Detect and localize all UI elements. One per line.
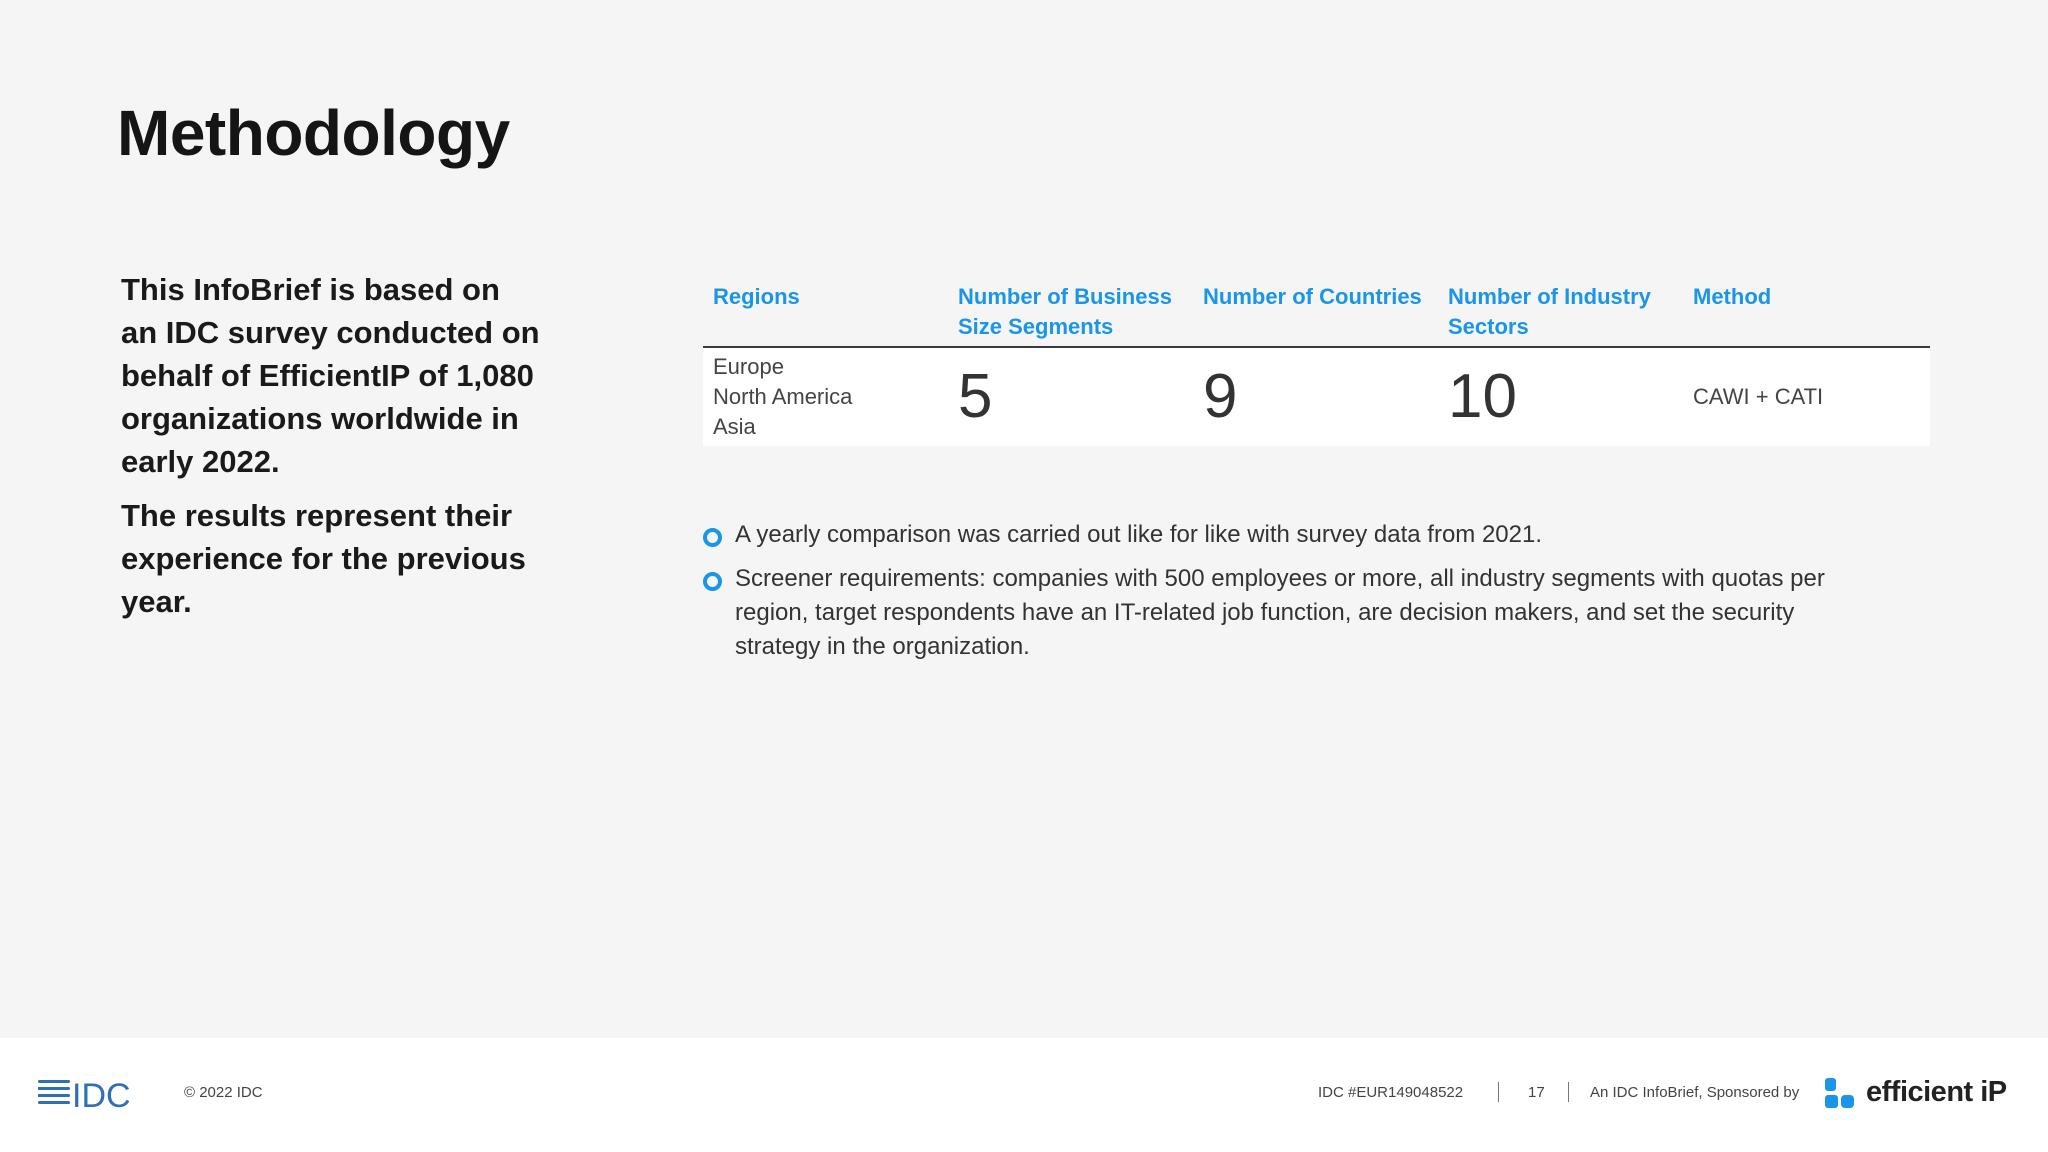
idc-logo bbox=[38, 1076, 146, 1110]
business-size-segments-value: 5 bbox=[958, 362, 993, 431]
industry-sectors-value: 10 bbox=[1448, 362, 1517, 431]
list-item bbox=[703, 562, 1883, 664]
divider bbox=[1498, 1082, 1499, 1102]
header-method: Method bbox=[1693, 284, 1772, 309]
page-number: 17 bbox=[1528, 1084, 1545, 1101]
intro-paragraph-2: The results represent their experience for the previous year. bbox=[121, 498, 526, 619]
list-item bbox=[703, 518, 1883, 552]
sponsor-label: An IDC InfoBrief, Sponsored by bbox=[1590, 1084, 1800, 1101]
document-id: IDC #EUR149048522 bbox=[1318, 1084, 1464, 1101]
header-industry-sectors: Number of Industry Sectors bbox=[1448, 284, 1651, 339]
header-countries: Number of Countries bbox=[1203, 284, 1422, 309]
region-north-america: North America bbox=[713, 384, 853, 409]
countries-value: 9 bbox=[1203, 362, 1238, 431]
intro-text bbox=[121, 268, 541, 634]
note-text: A yearly comparison was carried out like for like with survey data from 2021. bbox=[735, 521, 1543, 548]
intro-paragraph-1: This InfoBrief is based on an IDC survey conducted on behalf of EfficientIP of 1,080 organizations worldwide in early 2022. bbox=[121, 272, 540, 479]
bullet-ring-icon bbox=[703, 528, 722, 547]
copyright: © 2022 IDC bbox=[184, 1084, 263, 1101]
notes-list bbox=[703, 518, 1883, 674]
bullet-ring-icon bbox=[703, 572, 722, 591]
header-regions: Regions bbox=[713, 284, 800, 309]
divider bbox=[1568, 1082, 1569, 1102]
page-title: Methodology bbox=[117, 97, 510, 169]
region-asia: Asia bbox=[713, 414, 756, 439]
regions-cell bbox=[703, 352, 948, 442]
header-business-size-segments: Number of Business Size Segments bbox=[958, 284, 1172, 339]
table-row bbox=[703, 348, 1930, 446]
region-europe: Europe bbox=[713, 354, 784, 379]
method-value: CAWI + CATI bbox=[1693, 384, 1824, 409]
note-text: Screener requirements: companies with 500 employees or more, all industry segments with quotas per region, target respondents have an IT-related job function, are decision makers, and set the security strategy in the organization. bbox=[735, 565, 1825, 660]
efficientip-logo-text: efficient iP bbox=[1866, 1076, 2007, 1108]
table-header-row bbox=[703, 282, 1930, 348]
footer bbox=[0, 1038, 2048, 1152]
svg-text:IDC: IDC bbox=[72, 1077, 131, 1110]
efficientip-logo bbox=[1824, 1076, 1864, 1112]
methodology-table bbox=[703, 282, 1930, 446]
